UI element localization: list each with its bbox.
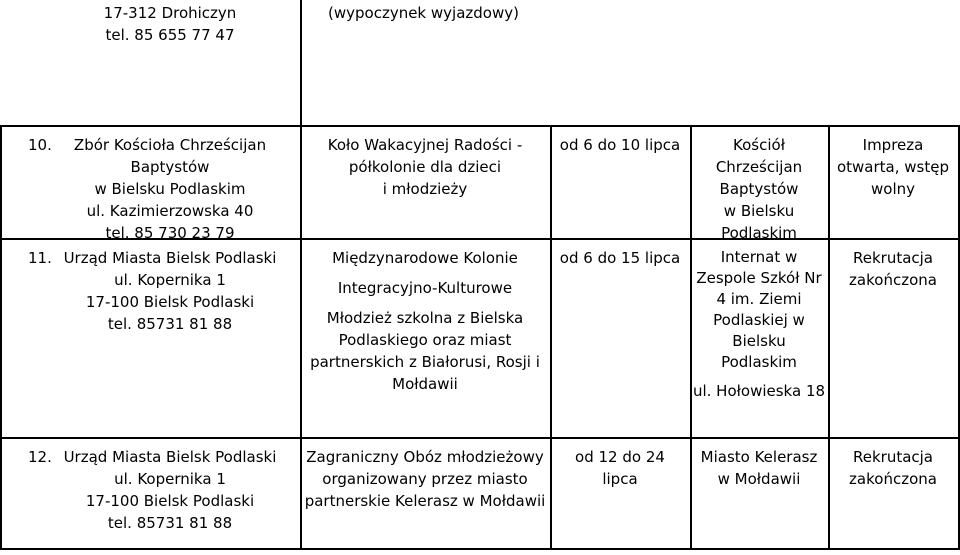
row12-event-cell xyxy=(300,446,550,512)
date-line: od 6 do 15 lipca xyxy=(559,249,681,267)
event-line: Młodzież szkolna z Bielska xyxy=(326,309,524,327)
top-org-cell xyxy=(20,2,320,46)
notes-line: zakończona xyxy=(849,271,937,289)
org-line: Baptystów xyxy=(130,158,210,176)
place-line: Podlaskim xyxy=(721,353,797,371)
org-line: 17-100 Bielsk Podlaski xyxy=(85,492,255,510)
event-line: półkolonie dla dzieci xyxy=(348,158,502,176)
row-number: 10. xyxy=(28,136,52,154)
row12-date-cell xyxy=(550,446,690,490)
event-line: Mołdawii xyxy=(392,375,458,393)
place-line: Internat w xyxy=(720,248,798,266)
notes-line: Rekrutacja xyxy=(852,249,934,267)
event-subtitle: Integracyjno-Kulturowe xyxy=(337,279,513,297)
date-line: lipca xyxy=(602,470,638,488)
row-divider-12 xyxy=(0,437,960,439)
notes-line: Rekrutacja xyxy=(852,448,934,466)
event-line: partnerskie Kelerasz w Mołdawii xyxy=(304,492,546,510)
row-number: 12. xyxy=(28,448,52,466)
row10-date-cell xyxy=(550,134,690,156)
place-line: Podlaskim xyxy=(721,224,797,242)
org-line: 17-100 Bielsk Podlaski xyxy=(85,293,255,311)
org-line: tel. 85731 81 88 xyxy=(107,514,233,532)
place-line: Chrześcijan xyxy=(715,158,803,176)
row11-place-cell xyxy=(690,247,828,402)
top-event-text: (wypoczynek wyjazdowy) xyxy=(328,4,519,22)
org-line: ul. Kazimierzowska 40 xyxy=(86,202,254,220)
notes-line: Impreza xyxy=(862,136,924,154)
row12-organizer-cell xyxy=(20,446,320,534)
org-line: tel. 85 655 77 47 xyxy=(105,26,235,44)
org-line: tel. 85731 81 88 xyxy=(107,315,233,333)
place-line: w Mołdawii xyxy=(717,470,801,488)
row11-date-cell xyxy=(550,247,690,269)
place-line: Baptystów xyxy=(719,180,799,198)
table-left-border xyxy=(0,125,2,550)
place-line: Zespole Szkół Nr xyxy=(696,269,822,287)
event-title: Międzynarodowe Kolonie xyxy=(332,249,518,267)
org-line: Urząd Miasta Bielsk Podlaski xyxy=(63,249,277,267)
place-line: Bielsku xyxy=(732,332,786,350)
row11-event-cell xyxy=(300,247,550,395)
row10-place-cell xyxy=(690,134,828,244)
event-line: organizowany przez miasto xyxy=(322,470,528,488)
place-line: Kościół xyxy=(733,136,785,154)
org-line: 17-312 Drohiczyn xyxy=(103,4,237,22)
row11-notes-cell xyxy=(828,247,958,291)
event-description xyxy=(300,307,550,395)
event-line: i młodzieży xyxy=(382,180,468,198)
place-street: ul. Hołowieska 18 xyxy=(692,382,826,400)
org-line: Urząd Miasta Bielsk Podlaski xyxy=(63,448,277,466)
row10-organizer-cell xyxy=(20,134,320,244)
org-line: ul. Kopernika 1 xyxy=(114,470,226,488)
org-line: ul. Kopernika 1 xyxy=(114,271,226,289)
date-line: od 12 do 24 xyxy=(575,448,665,466)
notes-line: otwarta, wstęp xyxy=(836,158,949,176)
row-number: 11. xyxy=(28,249,52,267)
notes-line: zakończona xyxy=(849,470,937,488)
org-line: w Bielsku Podlaskim xyxy=(94,180,246,198)
row12-notes-cell xyxy=(828,446,958,490)
row10-event-cell xyxy=(300,134,550,200)
org-line: tel. 85 730 23 79 xyxy=(105,224,235,242)
row12-place-cell xyxy=(690,446,828,490)
place-line: 4 im. Ziemi xyxy=(716,290,802,308)
notes-line: wolny xyxy=(871,180,915,198)
date-line: od 6 do 10 lipca xyxy=(559,136,681,154)
event-line: Koło Wakacyjnej Radości - xyxy=(327,136,523,154)
row10-notes-cell xyxy=(828,134,958,200)
event-line: partnerskich z Białorusi, Rosji i xyxy=(310,353,540,371)
event-line: Podlaskiego oraz miast xyxy=(338,331,512,349)
table-bottom-border xyxy=(0,548,960,550)
row-divider-10 xyxy=(0,125,960,127)
event-line: Zagraniczny Obóz młodzieżowy xyxy=(306,448,544,466)
row11-organizer-cell xyxy=(20,247,320,335)
place-line: Miasto Kelerasz xyxy=(700,448,818,466)
place-line: Podlaskiej w xyxy=(713,311,805,329)
org-line: Zbór Kościoła Chrześcijan xyxy=(73,136,267,154)
place-line: w Bielsku xyxy=(723,202,795,220)
